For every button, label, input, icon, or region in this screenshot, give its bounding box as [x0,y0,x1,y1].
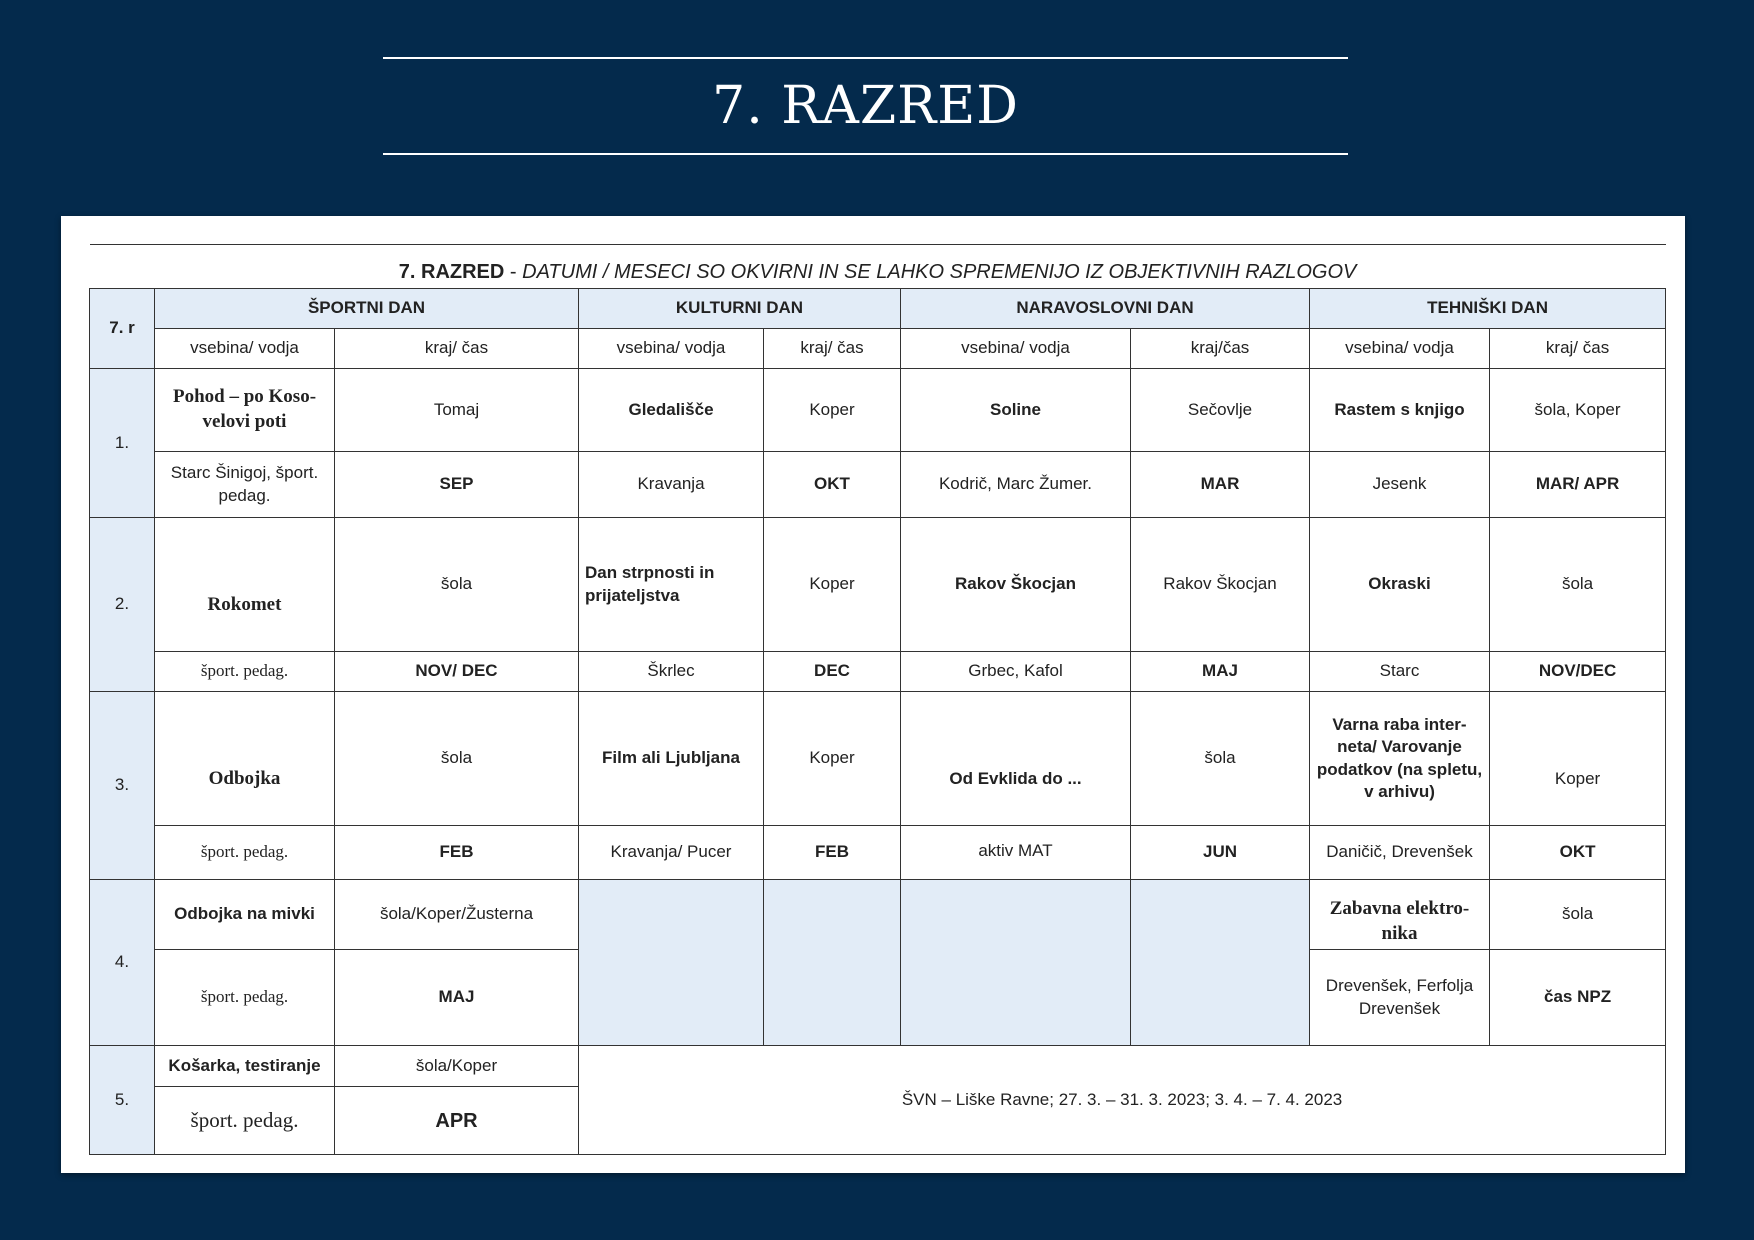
subheader: kraj/ čas [1490,329,1666,369]
sport-leader: šport. pedag. [155,1087,335,1155]
culture-place: Koper [764,369,901,452]
technical-place: Koper [1490,692,1666,826]
row-number: 5. [90,1046,155,1155]
technical-activity: Zabavna elektro-nika [1310,880,1490,950]
category-science: NARAVOSLOVNI DAN [901,289,1310,329]
sport-place: šola/Koper/Žusterna [335,880,579,950]
caption-bold: 7. RAZRED [398,261,505,283]
sport-place: Tomaj [335,369,579,452]
science-activity: Soline [901,369,1131,452]
sport-leader: Starc Šinigoj, šport. pedag. [155,452,335,518]
sport-time: FEB [335,826,579,880]
science-place: Sečovlje [1131,369,1310,452]
sport-activity: Rokomet [155,518,335,652]
technical-time: MAR/ APR [1490,452,1666,518]
sport-leader: šport. pedag. [155,950,335,1046]
subheader: vsebina/ vodja [155,329,335,369]
technical-place: šola [1490,518,1666,652]
sport-time: APR [335,1087,579,1155]
technical-leader: Jesenk [1310,452,1490,518]
empty-cell [901,880,1131,1046]
sport-activity: Košarka, testiranje [155,1046,335,1087]
science-activity: Od Evklida do ... [901,692,1131,826]
sport-activity: Pohod – po Koso-velovi poti [155,369,335,452]
slide-title: 7. RAZRED [712,76,1019,136]
science-place: šola [1131,692,1310,826]
empty-cell [1131,880,1310,1046]
corner-header: 7. r [90,289,155,369]
technical-activity: Varna raba inter-neta/ Varovanje podatkov (na spletu, v arhivu) [1310,692,1490,826]
sport-time: SEP [335,452,579,518]
technical-time: OKT [1490,826,1666,880]
science-time: MAR [1131,452,1310,518]
technical-activity: Okraski [1310,518,1490,652]
science-activity: Rakov Škocjan [901,518,1131,652]
week-note: ŠVN – Liške Ravne; 27. 3. – 31. 3. 2023; 3. 4. – 7. 4. 2023 [579,1046,1666,1155]
technical-leader: Starc [1310,652,1490,692]
culture-activity: Film ali Ljubljana [579,692,764,826]
slide-title-frame [383,57,1348,155]
technical-time: čas NPZ [1490,950,1666,1046]
technical-leader: Daničič, Drevenšek [1310,826,1490,880]
culture-place: Koper [764,692,901,826]
science-place: Rakov Škocjan [1131,518,1310,652]
technical-place: šola [1490,880,1666,950]
technical-time: NOV/DEC [1490,652,1666,692]
caption-separator: - [504,261,523,283]
schedule-card [61,216,1685,1173]
category-culture: KULTURNI DAN [579,289,901,329]
table-caption [90,245,1666,289]
science-time: JUN [1131,826,1310,880]
sport-time: NOV/ DEC [335,652,579,692]
culture-leader: Kravanja/ Pucer [579,826,764,880]
sport-place: šola/Koper [335,1046,579,1087]
empty-cell [764,880,901,1046]
sport-time: MAJ [335,950,579,1046]
category-technical: TEHNIŠKI DAN [1310,289,1666,329]
culture-leader: Kravanja [579,452,764,518]
science-leader: Kodrič, Marc Žumer. [901,452,1131,518]
sport-place: šola [335,518,579,652]
sport-leader: šport. pedag. [155,652,335,692]
subheader: kraj/ čas [764,329,901,369]
row-number: 1. [90,369,155,518]
science-time: MAJ [1131,652,1310,692]
category-sport: ŠPORTNI DAN [155,289,579,329]
culture-leader: Škrlec [579,652,764,692]
technical-place: šola, Koper [1490,369,1666,452]
culture-activity: Gledališče [579,369,764,452]
subheader: vsebina/ vodja [901,329,1131,369]
sport-activity: Odbojka [155,692,335,826]
subheader: kraj/ čas [335,329,579,369]
culture-time: FEB [764,826,901,880]
technical-leader: Drevenšek, Ferfolja Drevenšek [1310,950,1490,1046]
sport-activity: Odbojka na mivki [155,880,335,950]
row-number: 2. [90,518,155,692]
technical-activity: Rastem s knjigo [1310,369,1490,452]
row-number: 3. [90,692,155,880]
culture-time: DEC [764,652,901,692]
subheader: kraj/čas [1131,329,1310,369]
subheader: vsebina/ vodja [1310,329,1490,369]
subheader: vsebina/ vodja [579,329,764,369]
science-leader: Grbec, Kafol [901,652,1131,692]
science-leader: aktiv MAT [901,826,1131,880]
culture-time: OKT [764,452,901,518]
sport-place: šola [335,692,579,826]
row-number: 4. [90,880,155,1046]
empty-cell [579,880,764,1046]
sport-leader: šport. pedag. [155,826,335,880]
schedule-table [89,244,1666,1155]
caption-italic: DATUMI / MESECI SO OKVIRNI IN SE LAHKO SPREMENIJO IZ OBJEKTIVNIH RAZLOGOV [522,261,1357,283]
culture-activity: Dan strpnosti in prijateljstva [579,518,764,652]
culture-place: Koper [764,518,901,652]
